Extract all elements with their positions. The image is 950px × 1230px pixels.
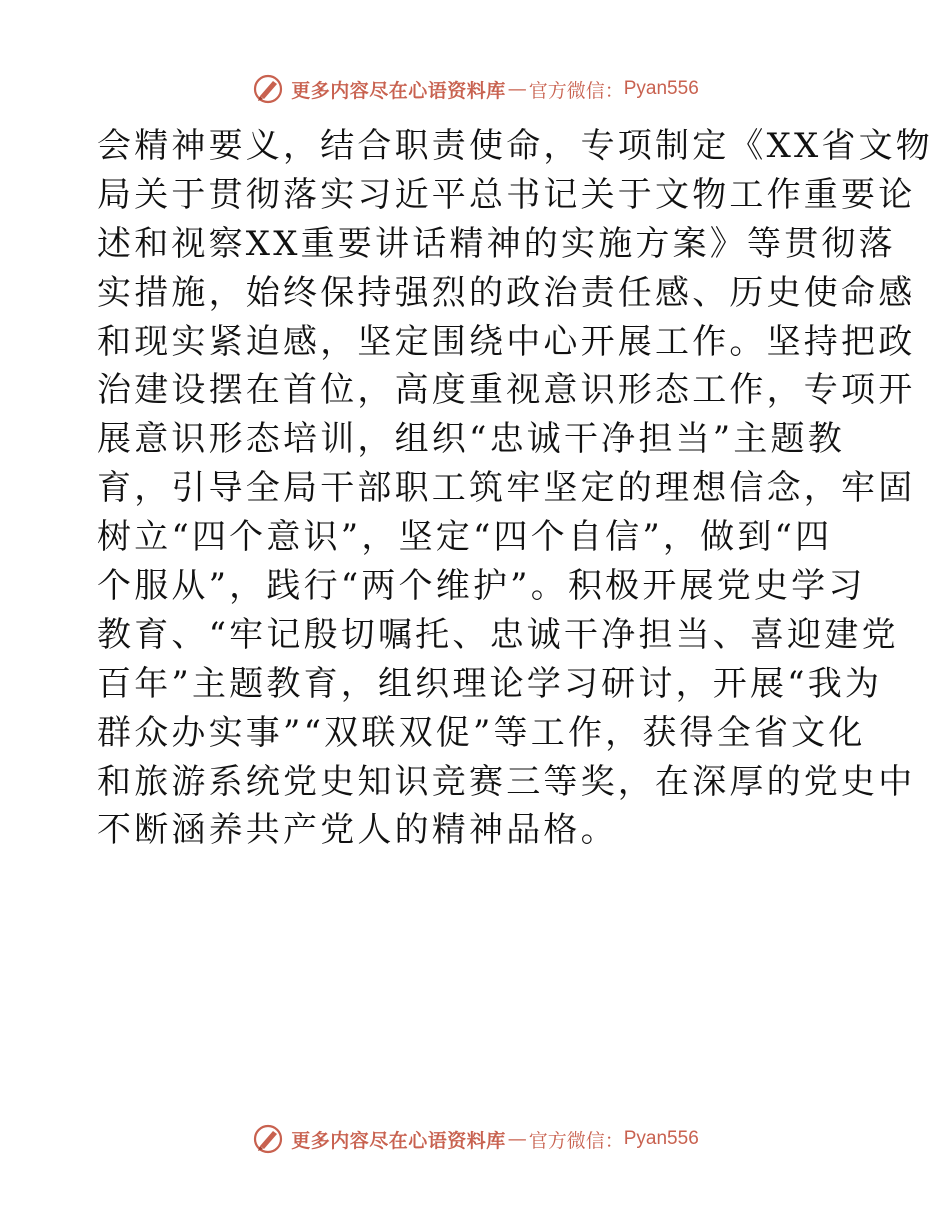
wechat-label: 官方微信： <box>528 1129 624 1152</box>
text-line: 群众办实事”“双联双促”等工作，获得全省文化 <box>97 712 866 753</box>
text-line: 个服从”，践行“两个维护”。积极开展党史学习 <box>97 566 866 607</box>
pen-logo-icon <box>251 72 285 106</box>
wechat-id: Pyan556 <box>623 78 699 99</box>
text-line: 不断涵养共产党人的精神品格。 <box>97 810 618 851</box>
banner-dash: — <box>507 78 527 100</box>
text-line: 树立“四个意识”，坚定“四个自信”，做到“四 <box>97 517 833 558</box>
wechat-id: Pyan556 <box>623 1128 699 1149</box>
text-line: 实措施，始终保持强烈的政治责任感、历史使命感 <box>97 272 916 313</box>
text-line: 展意识形态培训，组织“忠诚干净担当”主题教 <box>97 419 845 460</box>
header-banner <box>0 72 950 106</box>
text-line: 治建设摆在首位，高度重视意识形态工作，专项开 <box>97 370 916 411</box>
footer-banner <box>0 1122 950 1156</box>
text-line: 育，引导全局干部职工筑牢坚定的理想信念，牢固 <box>97 468 916 509</box>
banner-text: 更多内容尽在心语资料库 <box>291 79 506 102</box>
text-line: 和现实紧迫感，坚定围绕中心开展工作。坚持把政 <box>97 321 916 362</box>
text-line: 教育、“牢记殷切嘱托、忠诚干净担当、喜迎建党 <box>97 614 899 655</box>
text-line: 述和视察XX重要讲话精神的实施方案》等贯彻落 <box>97 223 896 264</box>
banner-dash: — <box>507 1128 527 1150</box>
document-body <box>97 122 934 855</box>
wechat-label: 官方微信： <box>528 79 624 102</box>
text-line: 百年”主题教育，组织理论学习研讨，开展“我为 <box>97 663 883 704</box>
text-line: 和旅游系统党史知识竞赛三等奖，在深厚的党史中 <box>97 761 916 802</box>
text-line: 会精神要义，结合职责使命，专项制定《XX省文物 <box>97 126 934 166</box>
banner-text: 更多内容尽在心语资料库 <box>291 1129 506 1152</box>
text-line: 局关于贯彻落实习近平总书记关于文物工作重要论 <box>97 174 916 215</box>
pen-logo-icon <box>251 1122 285 1156</box>
